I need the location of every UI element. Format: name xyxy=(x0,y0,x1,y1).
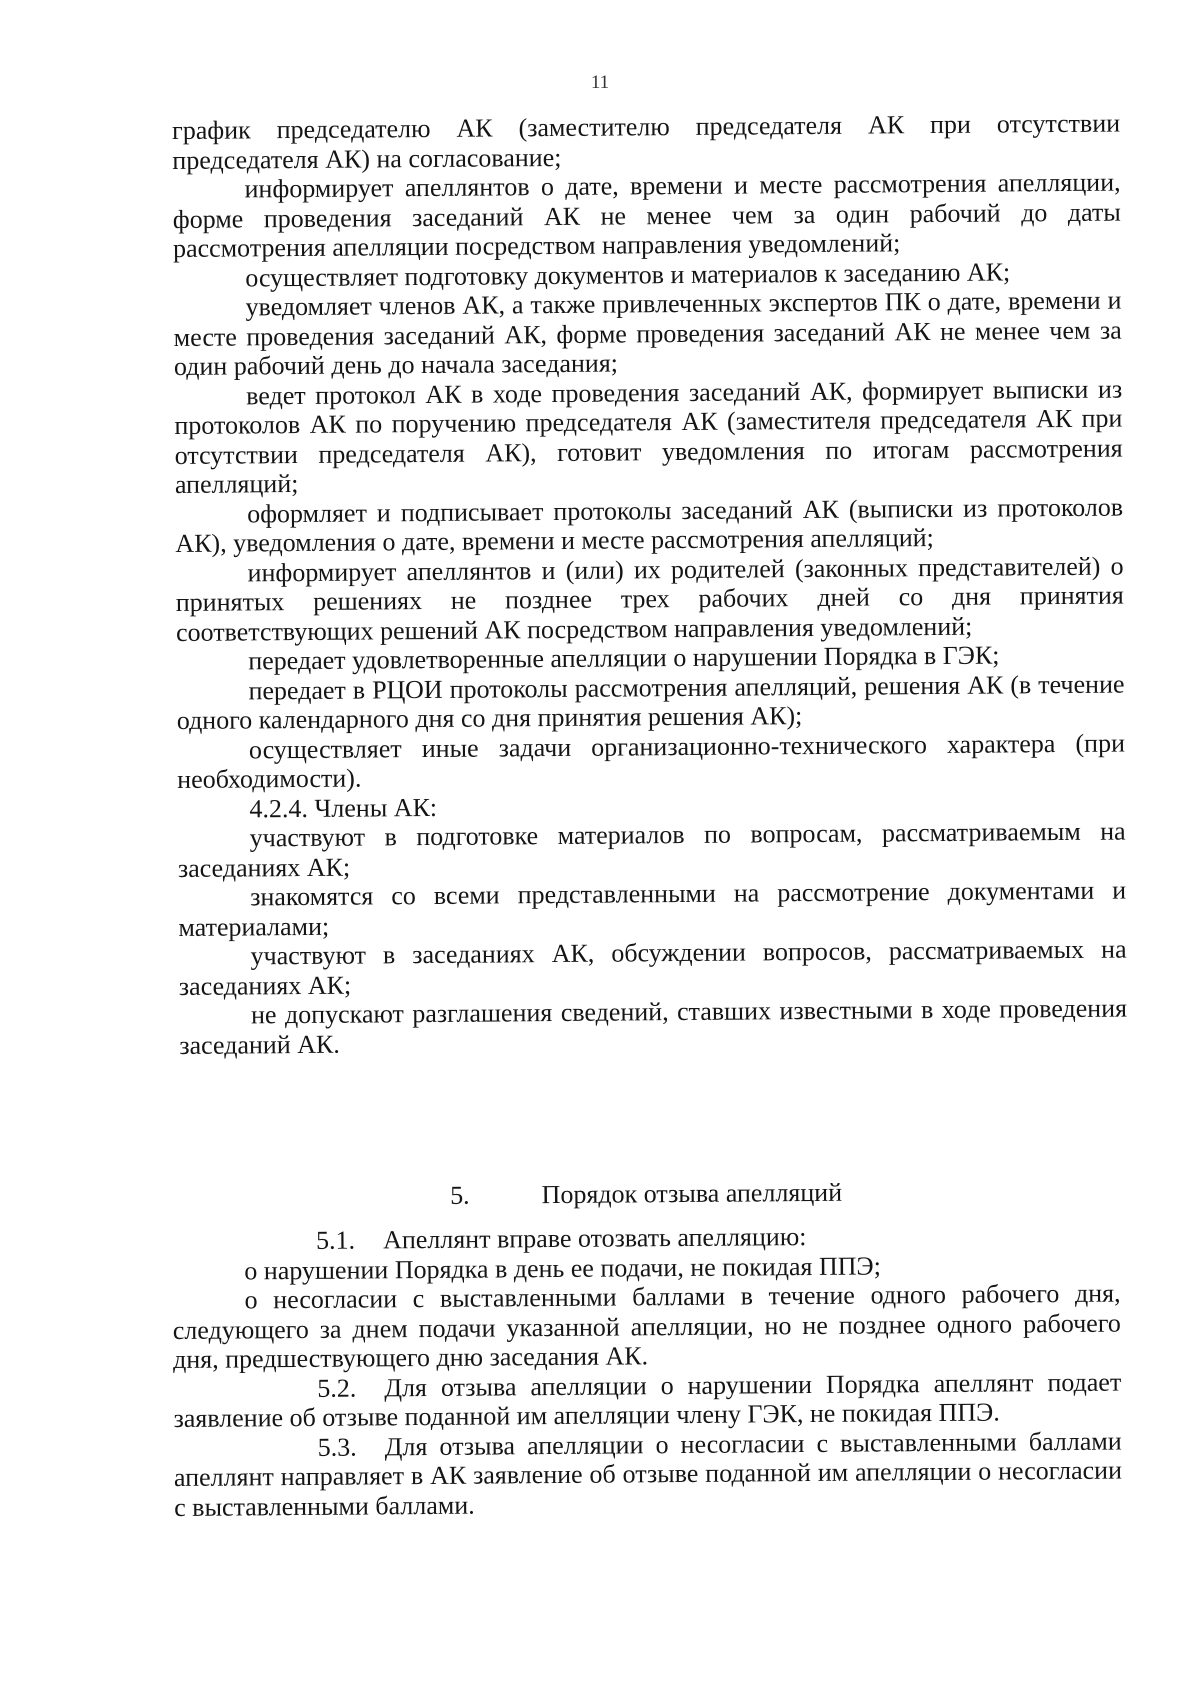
commission-duties-text xyxy=(172,109,1127,1060)
paragraph: ведет протокол АК в ходе проведения заседаний АК, формирует выписки из протоколов АК по поручению председателя АК (заместителя председателя АК при отсутствии председателя АК), готовит уведомления по итогам рассмотрения апелляций; xyxy=(174,374,1123,499)
paragraph: осуществляет подготовку документов и материалов к заседанию АК; xyxy=(245,256,1011,292)
section-number: 5. xyxy=(450,1180,470,1210)
paragraph-text: о несогласии с выставленными баллами в течение одного рабочего дня, следующего за днем подачи указанной апелляции, но не позднее одного рабочего дня, предшествующего дню заседания АК. xyxy=(172,1278,1121,1374)
paragraph-number: 5.1. xyxy=(315,1225,356,1255)
subsection-heading: 4.2.4. Члены АК: xyxy=(249,792,438,823)
paragraph: знакомятся со всеми представленными на рассмотрение документами и материалами; xyxy=(178,875,1127,942)
paragraph xyxy=(172,1279,1121,1375)
paragraph: участвуют в подготовке материалов по вопросам, рассматриваемым на заседаниях АК; xyxy=(177,816,1126,883)
paragraph-text: Для отзыва апелляции о нарушении Порядка апеллянт подает заявление об отзыве поданной им апелляции члену ГЭК, не покидая ППЭ. xyxy=(173,1367,1122,1433)
paragraph-number: 5.3. xyxy=(317,1432,357,1462)
paragraph: информирует апеллянтов и (или) их родителей (законных представителей) о принятых решениях не позднее трех рабочих дней со дня принятия соответствующих решений АК посредством направления уведомлений; xyxy=(175,551,1124,647)
paragraph: передает удовлетворенные апелляции о нарушении Порядка в ГЭК; xyxy=(248,640,1000,676)
paragraph-text: Апеллянт вправе отозвать апелляцию: xyxy=(382,1222,807,1255)
numbered-paragraph xyxy=(173,1367,1121,1433)
section-title: Порядок отзыва апелляций xyxy=(541,1177,843,1210)
paragraph: участвуют в заседаниях АК, обсуждении вопросов, рассматриваемых на заседаниях АК; xyxy=(178,934,1127,1001)
numbered-paragraph xyxy=(174,1426,1123,1522)
paragraph: график председателю АК (заместителю председателя АК при отсутствии председателя АК) на согласование; xyxy=(172,108,1121,175)
paragraph: передает в РЦОИ протоколы рассмотрения апелляций, решения АК (в течение одного календарного дня со дня принятия решения АК); xyxy=(176,669,1125,735)
paragraph: осуществляет иные задачи организационно-технического характера (при необходимости). xyxy=(177,728,1126,794)
paragraph-text: о нарушении Порядка в день ее подачи, не покидая ППЭ; xyxy=(244,1250,881,1285)
paragraph-number: 5.2. xyxy=(317,1373,357,1403)
paragraph: уведомляет членов АК, а также привлеченных экспертов ПК о дате, времени и месте проведения заседаний АК, форме проведения заседаний АК не менее чем за один рабочий день до начала заседания; xyxy=(173,285,1122,381)
section-heading xyxy=(172,1176,1120,1213)
paragraph: оформляет и подписывает протоколы заседаний АК (выписки из протоколов АК), уведомления о дате, времени и месте рассмотрения апелляций; xyxy=(175,492,1124,558)
withdrawal-procedure-text xyxy=(172,1220,1122,1522)
page-number: 11 xyxy=(590,72,610,93)
paragraph: информирует апеллянтов о дате, времени и месте рассмотрения апелляции, форме проведения заседаний АК не менее чем за один рабочий до даты рассмотрения апелляции посредством направления уведомлений; xyxy=(172,167,1121,263)
paragraph-text: Для отзыва апелляции о несогласии с выставленными баллами апеллянт направляет в АК заявление об отзыве поданной им апелляции о несогласии с выставленными баллами. xyxy=(173,1426,1123,1522)
paragraph: не допускают разглашения сведений, ставших известными в ходе проведения заседаний АК. xyxy=(179,993,1128,1060)
